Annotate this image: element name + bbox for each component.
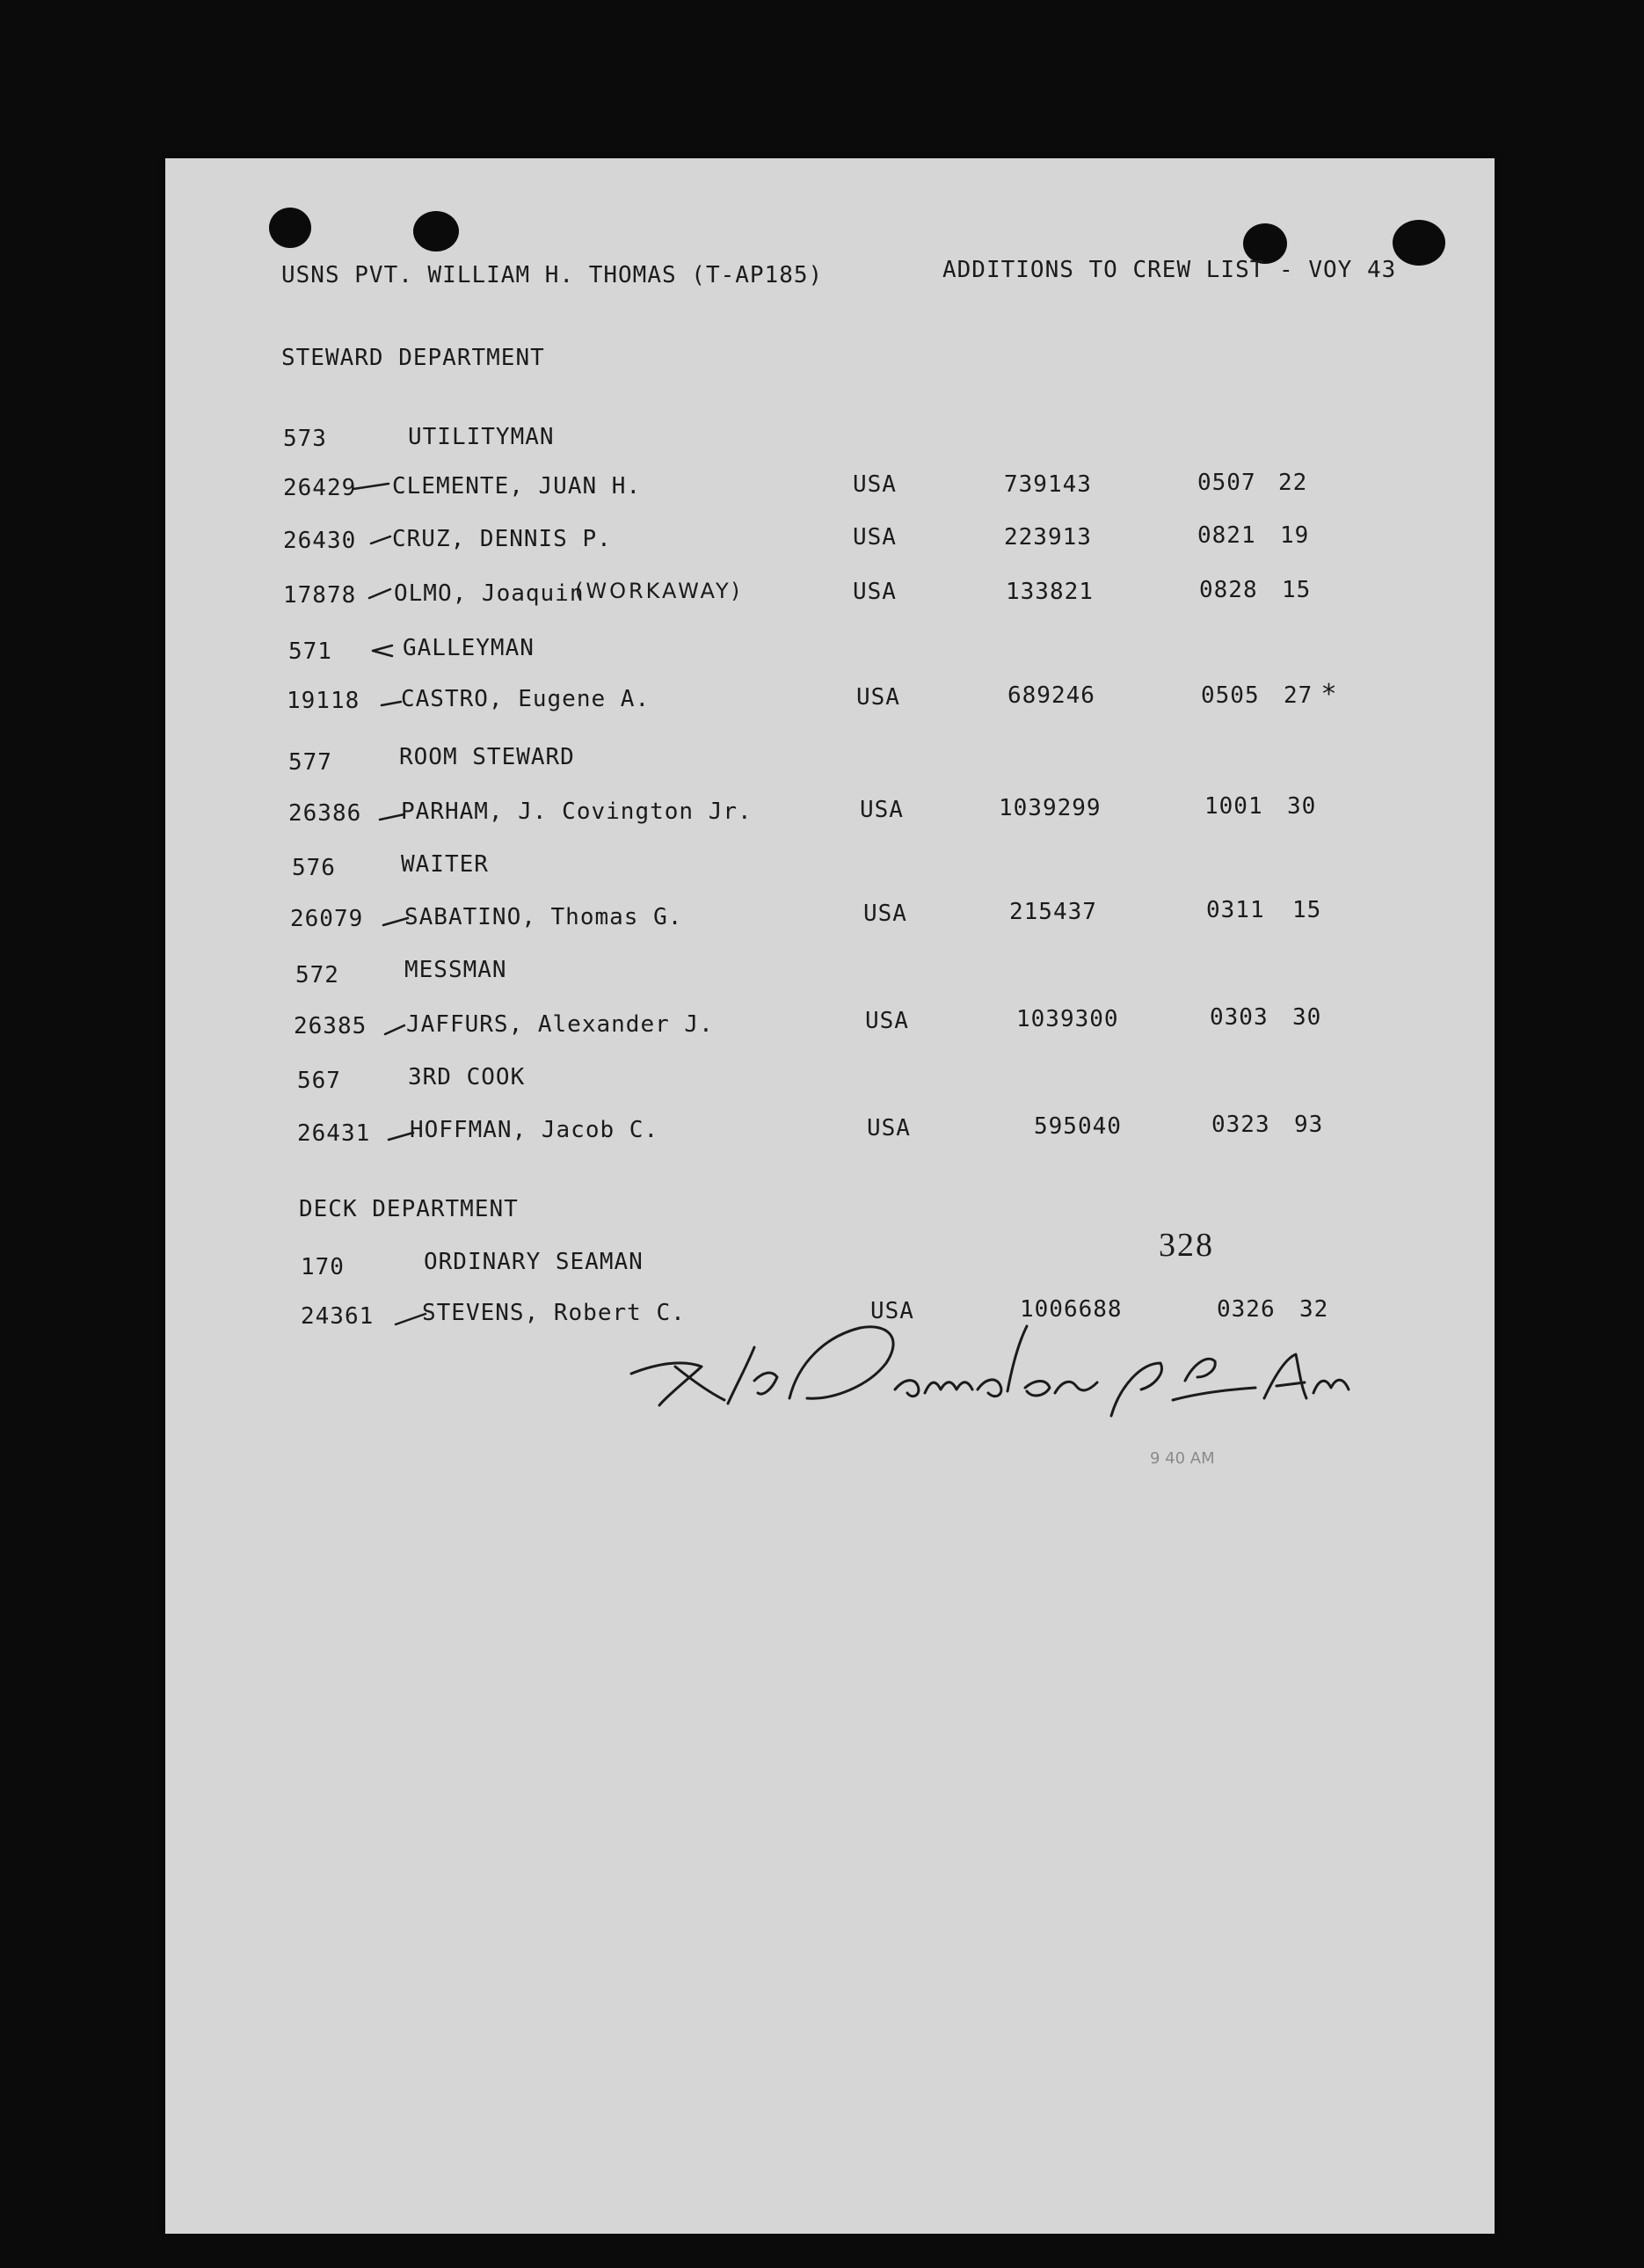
crew-id: 26430 bbox=[283, 528, 357, 554]
asterisk-mark: * bbox=[1322, 679, 1335, 710]
crew-id: 24361 bbox=[301, 1303, 375, 1330]
crew-age: 15 bbox=[1292, 897, 1322, 923]
crew-nationality: USA bbox=[856, 684, 900, 711]
crew-id: 26429 bbox=[283, 475, 357, 501]
signature-time: 9 40 AM bbox=[1150, 1449, 1215, 1468]
crew-name: JAFFURS, Alexander J. bbox=[406, 1011, 714, 1038]
crew-id: 26079 bbox=[290, 906, 364, 932]
crew-name: OLMO, Joaquin bbox=[394, 580, 585, 607]
crew-nationality: USA bbox=[865, 1008, 909, 1034]
position-title: MESSMAN bbox=[404, 957, 507, 983]
position-title: ORDINARY SEAMAN bbox=[424, 1249, 644, 1275]
crew-code: 0821 bbox=[1197, 522, 1256, 549]
position-code: 571 bbox=[288, 638, 332, 665]
crew-number: 595040 bbox=[1034, 1113, 1122, 1140]
position-code: 576 bbox=[292, 855, 336, 881]
crew-age: 15 bbox=[1282, 577, 1312, 603]
position-code: 170 bbox=[301, 1254, 345, 1280]
position-title: UTILITYMAN bbox=[408, 424, 555, 450]
crew-age: 22 bbox=[1278, 470, 1308, 496]
position-code: 577 bbox=[288, 749, 332, 776]
crew-age: 93 bbox=[1294, 1112, 1324, 1138]
position-code: 572 bbox=[295, 962, 339, 988]
crew-nationality: USA bbox=[853, 471, 897, 498]
crew-nationality: USA bbox=[853, 579, 897, 605]
crew-age: 32 bbox=[1299, 1296, 1329, 1323]
position-title: WAITER bbox=[401, 851, 489, 878]
crew-id: 26431 bbox=[297, 1120, 371, 1147]
position-title: 3RD COOK bbox=[408, 1064, 526, 1090]
crew-number: 1006688 bbox=[1020, 1296, 1123, 1323]
crew-name: HOFFMAN, Jacob C. bbox=[410, 1117, 659, 1143]
crew-id: 26385 bbox=[294, 1013, 367, 1039]
crew-name: CASTRO, Eugene A. bbox=[401, 686, 651, 712]
crew-id: 26386 bbox=[288, 800, 362, 827]
crew-age: 30 bbox=[1292, 1004, 1322, 1031]
crew-nationality: USA bbox=[863, 901, 907, 927]
crew-number: 133821 bbox=[1006, 579, 1094, 605]
crew-age: 19 bbox=[1280, 522, 1310, 549]
check-marks bbox=[165, 158, 1495, 1389]
crew-nationality: USA bbox=[867, 1115, 911, 1141]
crew-name: CLEMENTE, JUAN H. bbox=[392, 473, 642, 500]
crew-nationality: USA bbox=[870, 1298, 914, 1324]
crew-code: 0311 bbox=[1206, 897, 1265, 923]
list-title: ADDITIONS TO CREW LIST - VOY 43 bbox=[942, 257, 1397, 283]
crew-age: 27 bbox=[1284, 682, 1313, 709]
crew-code: 1001 bbox=[1204, 793, 1263, 820]
document-page bbox=[165, 158, 1495, 2234]
crew-code: 0303 bbox=[1210, 1004, 1269, 1031]
crew-code: 0828 bbox=[1199, 577, 1258, 603]
crew-nationality: USA bbox=[853, 524, 897, 551]
handwritten-note: (WORKAWAY) bbox=[575, 579, 743, 603]
page-number: 328 bbox=[1159, 1227, 1214, 1264]
crew-number: 1039299 bbox=[999, 795, 1102, 821]
crew-code: 0507 bbox=[1197, 470, 1256, 496]
signature bbox=[622, 1302, 1589, 1442]
crew-id: 19118 bbox=[287, 688, 360, 714]
crew-number: 1039300 bbox=[1016, 1006, 1119, 1032]
crew-code: 0326 bbox=[1217, 1296, 1276, 1323]
department-heading: STEWARD DEPARTMENT bbox=[281, 345, 545, 371]
position-title: ROOM STEWARD bbox=[399, 744, 575, 770]
crew-number: 215437 bbox=[1009, 899, 1097, 925]
crew-age: 30 bbox=[1287, 793, 1317, 820]
crew-code: 0323 bbox=[1211, 1112, 1270, 1138]
department-heading: DECK DEPARTMENT bbox=[299, 1196, 519, 1222]
crew-code: 0505 bbox=[1201, 682, 1260, 709]
position-code: 573 bbox=[283, 426, 327, 452]
crew-id: 17878 bbox=[283, 582, 357, 609]
ship-name: USNS PVT. WILLIAM H. THOMAS (T-AP185) bbox=[281, 262, 824, 288]
crew-number: 689246 bbox=[1007, 682, 1095, 709]
crew-name: PARHAM, J. Covington Jr. bbox=[401, 799, 753, 825]
position-title: GALLEYMAN bbox=[403, 635, 535, 661]
crew-number: 739143 bbox=[1004, 471, 1092, 498]
crew-name: STEVENS, Robert C. bbox=[422, 1300, 686, 1326]
crew-number: 223913 bbox=[1004, 524, 1092, 551]
crew-nationality: USA bbox=[860, 797, 904, 823]
position-code: 567 bbox=[297, 1068, 341, 1094]
crew-name: CRUZ, DENNIS P. bbox=[392, 526, 612, 552]
crew-name: SABATINO, Thomas G. bbox=[404, 904, 683, 930]
